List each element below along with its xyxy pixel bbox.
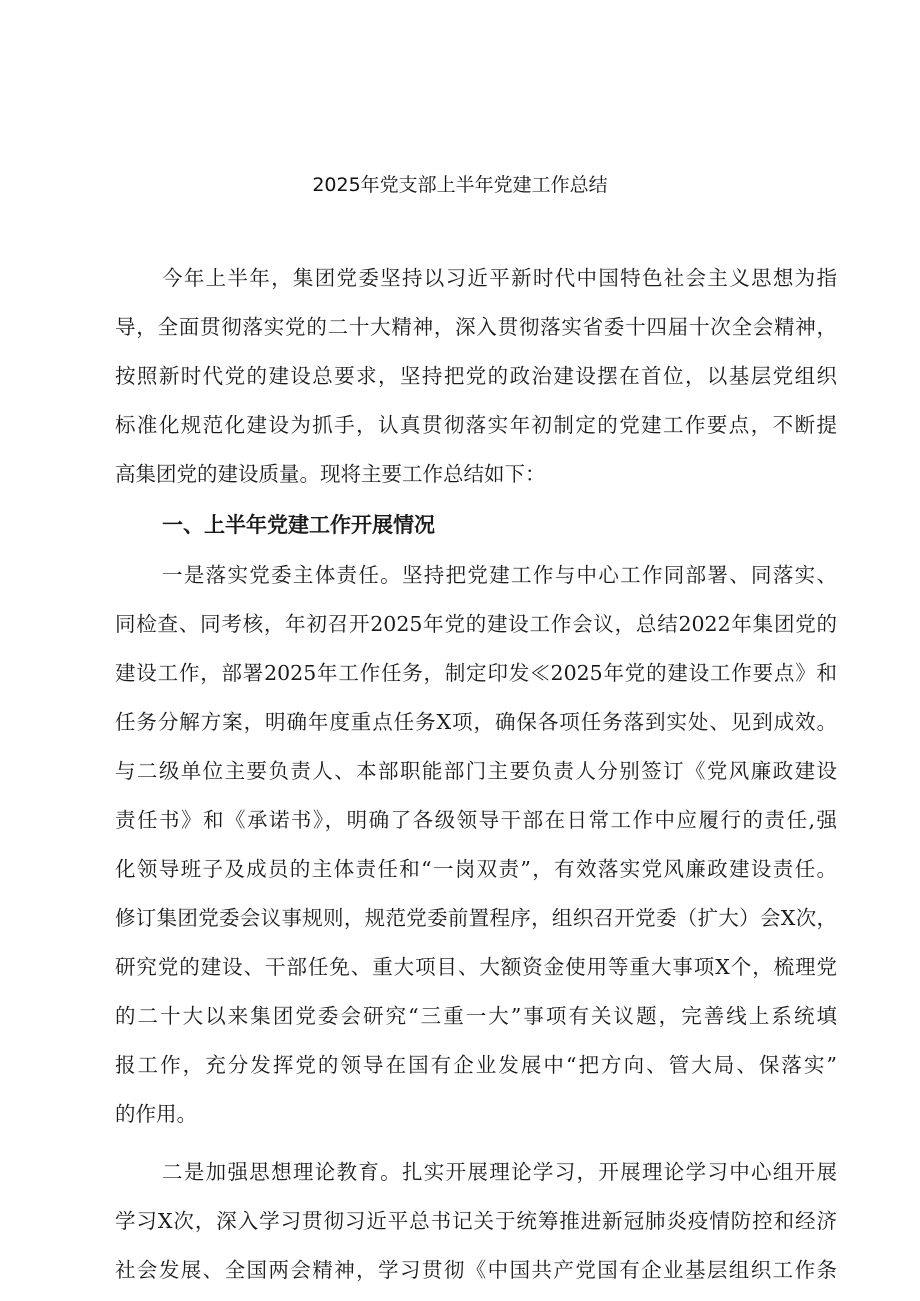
paragraph-line: 学习X次，深入学习贯彻习近平总书记关于统筹推进新冠肺炎疫情防控和经济 xyxy=(115,1209,837,1233)
intro-line: 按照新时代党的建设总要求，坚持把党的政治建设摆在首位，以基层党组织 xyxy=(115,364,837,388)
intro-line: 导，全面贯彻落实党的二十大精神，深入贯彻落实省委十四届十次全会精神， xyxy=(115,315,837,339)
paragraph-line: 的作用。 xyxy=(115,1102,197,1126)
paragraph-line: 的二十大以来集团党委会研究“三重一大”事项有关议题，完善线上系统填 xyxy=(115,1004,837,1028)
paragraph-line: 修订集团党委会议事规则，规范党委前置程序，组织召开党委（扩大）会X次， xyxy=(115,906,837,930)
document-body xyxy=(115,254,837,1295)
document-title: 2025年党支部上半年党建工作总结 xyxy=(312,174,608,196)
paragraph-line: 报工作，充分发挥党的领导在国有企业发展中“把方向、管大局、保落实” xyxy=(115,1053,837,1077)
paragraph-line: 一是落实党委主体责任。坚持把党建工作与中心工作同部署、同落实、 xyxy=(162,563,837,587)
paragraph-line: 化领导班子及成员的主体责任和“一岗双责”，有效落实党风廉政建设责任。 xyxy=(115,857,837,881)
paragraph-gap xyxy=(115,1139,837,1148)
paragraph-line: 与二级单位主要负责人、本部职能部门主要负责人分别签订《党风廉政建设 xyxy=(115,759,837,783)
intro-line: 高集团党的建设质量。现将主要工作总结如下： xyxy=(115,462,546,486)
section-heading: 一、上半年党建工作开展情况 xyxy=(162,513,435,537)
paragraph-line: 研究党的建设、干部任免、重大项目、大额资金使用等重大事项X个，梳理党 xyxy=(115,955,837,979)
paragraph-line: 任务分解方案，明确年度重点任务X项，确保各项任务落到实处、见到成效。 xyxy=(115,710,837,734)
paragraph-line: 责任书》和《承诺书》，明确了各级领导干部在日常工作中应履行的责任,强 xyxy=(115,808,837,832)
paragraph-line: 二是加强思想理论教育。扎实开展理论学习，开展理论学习中心组开展 xyxy=(162,1160,837,1184)
paragraph-line: 建设工作，部署2025年工作任务，制定印发≪2025年党的建设工作要点》和 xyxy=(115,661,837,685)
paragraph-line: 同检查、同考核，年初召开2025年党的建设工作会议，总结2022年集团党的 xyxy=(115,612,837,636)
intro-line: 今年上半年，集团党委坚持以习近平新时代中国特色社会主义思想为指 xyxy=(162,266,837,290)
paragraph-line: 社会发展、全国两会精神，学习贯彻《中国共产党国有企业基层组织工作条 xyxy=(115,1258,837,1282)
intro-line: 标准化规范化建设为抓手，认真贯彻落实年初制定的党建工作要点，不断提 xyxy=(115,413,837,437)
